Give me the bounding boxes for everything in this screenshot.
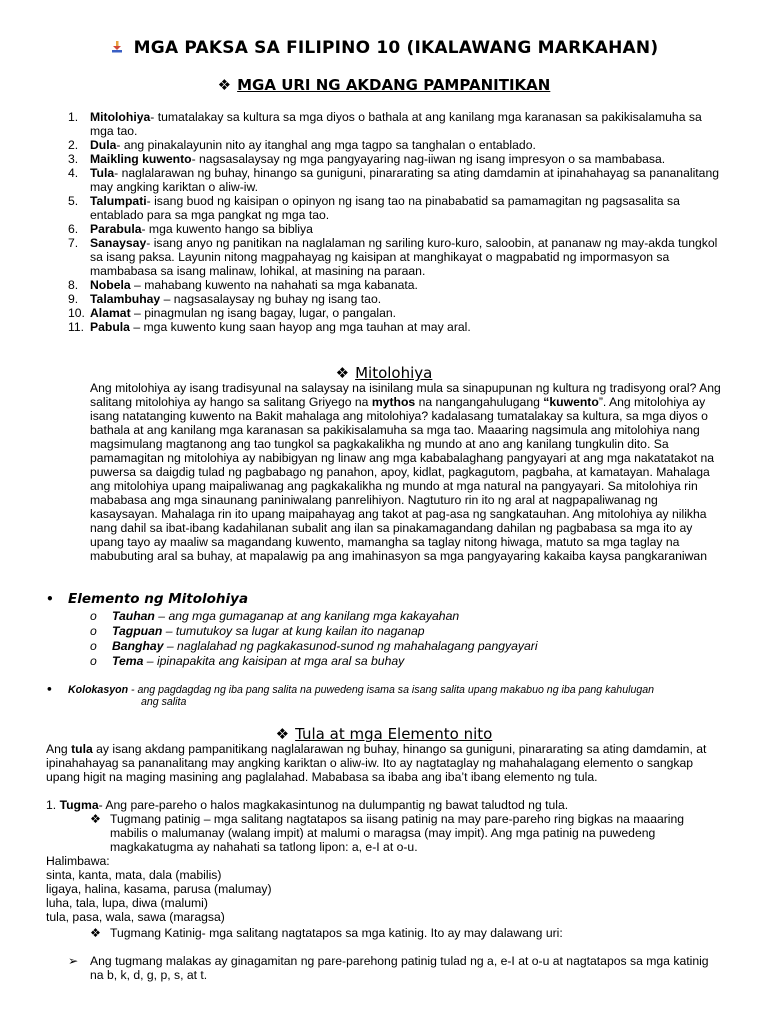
list-item: 5. Talumpati- isang buod ng kaisipan o opinyon ng isang tao na pinababatid sa pamamagitan ng pagsasalita sa entablado para sa mga pangkat ng mga tao. xyxy=(68,194,680,222)
diamond-bullet-icon: ❖ xyxy=(217,76,232,94)
akda-types-list xyxy=(68,110,728,334)
list-item: o Tagpuan – tumutukoy sa lugar at kung kailan ito naganap xyxy=(90,624,425,638)
tugma-item: 1. Tugma- Ang pare-pareho o halos magkakasintunog na dulumpantig ng bawat taludtod ng tula. xyxy=(46,798,569,812)
list-item: sinta, kanta, mata, dala (mabilis) xyxy=(46,868,222,882)
elemento-heading xyxy=(46,591,249,607)
heading-text: Tula at mga Elemento nito xyxy=(295,725,493,743)
list-item: 10. Alamat – pinagmulan ng isang bagay, lugar, o pangalan. xyxy=(68,306,397,320)
section-heading-uri xyxy=(0,76,768,94)
list-item: 8. Nobela – mahabang kuwento na nahahati sa mga kabanata. xyxy=(68,278,418,292)
heading-text: Mitolohiya xyxy=(355,364,433,382)
section-heading-mitolohiya xyxy=(0,364,768,382)
halimbawa-label: Halimbawa: xyxy=(46,854,110,868)
section-heading-tula xyxy=(0,725,768,743)
list-item: o Tauhan – ang mga gumaganap at ang kanilang mga kakayahan xyxy=(90,609,460,623)
bullet-icon: • xyxy=(46,592,54,606)
tugmang-patinig: ❖ Tugmang patinig – mga salitang nagtatapos sa iisang patinig na may pare-pareho ring bigkas na maaaring mabilis o malumanay (walang impit) at malumi o maragsa (may impit). Ang mga patinig na puwedeng magkakatugma ay nahahati sa tatlong lipon: a, e-I at o-u. xyxy=(90,812,685,854)
diamond-bullet-icon: ❖ xyxy=(90,812,101,826)
list-item: 6. Parabula- mga kuwento hango sa bibliya xyxy=(68,222,313,236)
diamond-bullet-icon: ❖ xyxy=(335,364,350,382)
diamond-bullet-icon: ❖ xyxy=(275,725,290,743)
list-item: tula, pasa, wala, sawa (maragsa) xyxy=(46,910,225,924)
tula-paragraph: Ang tula ay isang akdang pampanitikang naglalarawan ng buhay, hinango sa guniguni, pinararating sa ating damdamin, at ipinahahayag sa pananalitang may angking kariktan o aliw-iw. Ito ay nagtataglay ng mahahalagang elemento o sangkap upang higit na maging masining ang paglalahad. Mababasa sa ibaba ang iba’t ibang elemento ng tula. xyxy=(46,742,707,784)
list-item: 1. Mitolohiya- tumatalakay sa kultura sa mga diyos o bathala at ang kanilang mga karanasan sa pakikisalamuha sa mga tao. xyxy=(68,110,702,138)
bullet-icon: • xyxy=(46,684,53,696)
examples-list xyxy=(46,868,272,924)
list-item: luha, tala, lupa, diwa (malumi) xyxy=(46,896,208,910)
list-item: 11. Pabula – mga kuwento kung saan hayop ang mga tauhan at may aral. xyxy=(68,320,471,334)
list-item: 9. Talambuhay – nagsasalaysay ng buhay ng isang tao. xyxy=(68,292,382,306)
mitolohiya-paragraph: Ang mitolohiya ay isang tradisyunal na salaysay na isinilang mula sa sinapupunan ng kultura ng tradisyong oral? Ang salitang mitolohiya ay hango sa salitang Griyego na mythos na nangangahulugang “kuwento”. Ang mitolohiya ay isang natatanging kuwento na Bakit mahalaga ang mitolohiya? kadalasang tumatalakay sa kultura, sa mga diyos o bathala at ang kanilang mga karanasan sa pakikisalamuha sa mga tao. Maaaring nagsimula ang mitolohiya nang magsimulang magtanong ang tao tungkol sa pagkakalikha ng mundo at ano ang kanilang tungkulin dito. Sa pamamagitan ng mitolohiya ay nabibigyan ng linaw ang mga kababalaghang pangyayari at ang mga nakatatakot na puwersa sa daigdig tulad ng pagbabago ng panahon, apoy, kidlat, pagkagutom, pagbaha, at kamatayan. Mahalaga ang mitolohiya upang maipaliwanag ang pagkakalikha ng mundo at mga natural na pangyayari. Sa mitolohiya rin mababasa ang mga sinaunang paniniwalang panrelihiyon. Nagtuturo rin ito ng aral at nagpapaliwanag ng kasaysayan. Mahalaga rin ito upang maipahayag ang takot at pag-asa ng sangkatauhan. Ang mitolohiya ay nilikha nang dahil sa ibat-ibang kadahilanan subalit ang ilan sa pinakamagandang dahilan ng pagbabasa sa mga ito ay upang tayo ay maaliw sa magandang kuwento, mamangha sa taglay nitong hiwaga, matuto sa mga taglay na mabubuting aral sa buhay, at mapalawig pa ang imahinasyon sa mga pangyayaring kakaiba kaysa pangkaraniwan xyxy=(90,381,721,563)
tugmang-malakas: ➢ Ang tugmang malakas ay ginagamitan ng pare-parehong patinig tulad ng a, e-I at o-u at nagtatapos sa mga katinig na b, k, d, g, p, s, at t. xyxy=(68,954,709,982)
heading-text: MGA URI NG AKDANG PAMPANITIKAN xyxy=(237,76,551,94)
list-item: 7. Sanaysay- isang anyo ng panitikan na naglalaman ng sariling kuro-kuro, saloobin, at pananaw ng may-akda tungkol sa isang paksa. Layunin nitong magpahayag ng kaisipan at manghikayat o magpabatid ng impormasyon sa mambabasa sa isang malinaw, lohikal, at masining na paraan. xyxy=(68,236,718,278)
kolokasyon-note: • Kolokasyon - ang pagdagdag ng iba pang salita na puwedeng isama sa isang salita upang makabuo ng iba pang kahulugan ang salita xyxy=(46,684,655,708)
diamond-bullet-icon: ❖ xyxy=(90,926,101,940)
tugmang-katinig: ❖ Tugmang Katinig- mga salitang nagtatapos sa mga katinig. Ito ay may dalawang uri: xyxy=(90,926,563,940)
title-text: MGA PAKSA SA FILIPINO 10 (IKALAWANG MARKAHAN) xyxy=(133,38,659,58)
page-title xyxy=(0,38,768,58)
list-item: 3. Maikling kuwento- nagsasalaysay ng mga pangyayaring nag-iiwan ng isang impresyon o sa mambabasa. xyxy=(68,152,666,166)
list-item: 4. Tula- naglalarawan ng buhay, hinango sa guniguni, pinararating sa ating damdamin at ipinahahayag sa pananalitang may angking kariktan o aliw-iw. xyxy=(68,166,720,194)
elemento-list xyxy=(90,609,710,668)
bullet-logo-icon xyxy=(110,39,124,53)
list-item: ligaya, halina, kasama, parusa (malumay) xyxy=(46,882,272,896)
elemento-heading-text: Elemento ng Mitolohiya xyxy=(68,591,249,607)
list-item: o Tema – ipinapakita ang kaisipan at mga aral sa buhay xyxy=(90,654,405,668)
list-item: 2. Dula- ang pinakalayunin nito ay itanghal ang mga tagpo sa tanghalan o entablado. xyxy=(68,138,536,152)
arrow-bullet-icon: ➢ xyxy=(68,954,79,968)
list-item: o Banghay – naglalahad ng pagkakasunod-sunod ng mahahalagang pangyayari xyxy=(90,639,538,653)
